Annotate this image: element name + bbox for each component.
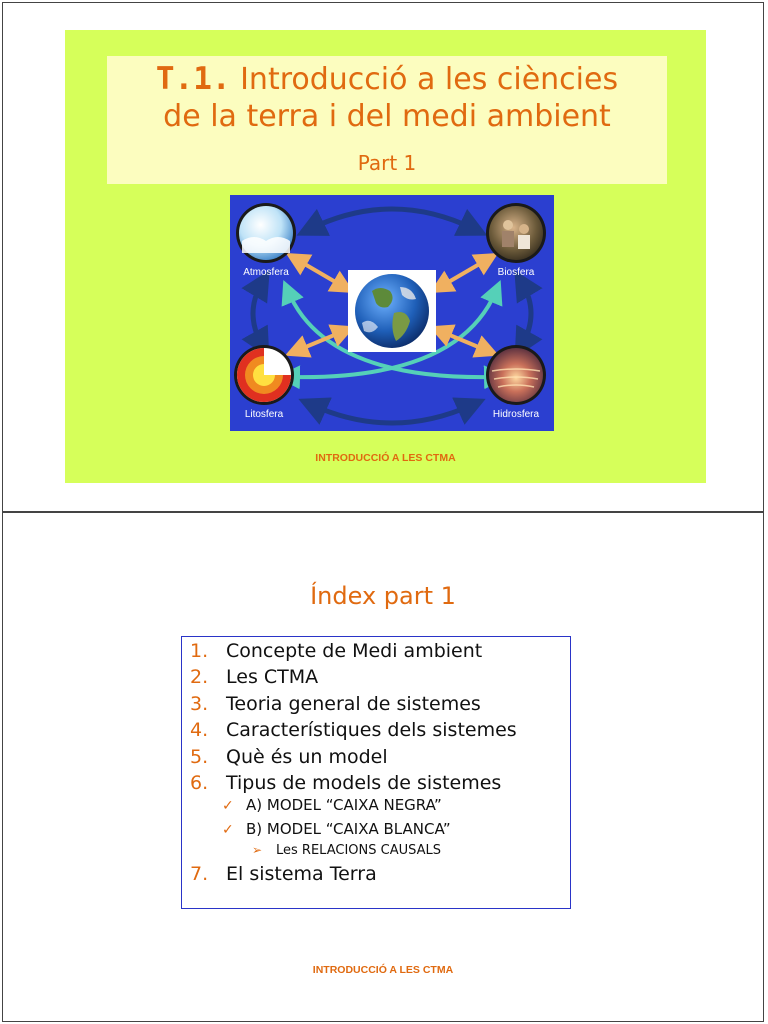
label-biosfera: Biosfera [497,267,535,278]
index-number: 5. [190,746,209,768]
index-box [181,636,571,909]
label-litosfera: Litosfera [244,409,284,420]
subitem-label: B) MODEL “CAIXA BLANCA” [246,820,451,838]
arrow-bullet-icon: ➢ [252,843,263,857]
index-item-6 [190,771,501,795]
index-number: 1. [190,640,209,662]
title-box [107,56,667,184]
index-item-4 [190,718,517,742]
index-number: 7. [190,863,209,885]
page-1 [2,2,764,512]
index-number: 4. [190,719,209,741]
hidrosfera-icon [486,345,546,405]
title-line-1 [107,60,667,99]
check-icon: ✓ [222,822,234,838]
index-title: Índex part 1 [310,582,456,610]
subitem-label: A) MODEL “CAIXA NEGRA” [246,796,442,814]
label-atmosfera: Atmosfera [243,267,289,278]
index-number: 2. [190,666,209,688]
index-label: El sistema Terra [226,863,377,885]
index-item-7 [190,862,377,886]
index-number: 6. [190,772,209,794]
page-2 [2,512,764,1022]
index-label: Concepte de Medi ambient [226,640,483,662]
atmosfera-icon [236,203,296,263]
index-label: Les CTMA [226,666,319,688]
diagram-svg [230,195,554,431]
earth-systems-diagram [230,195,554,431]
slide-1-footer: INTRODUCCIÓ A LES CTMA [315,452,456,464]
index-label: Característiques dels sistemes [226,719,517,741]
index-label: Què és un model [226,746,388,768]
earth-icon [355,274,429,348]
check-icon: ✓ [222,798,234,814]
title-code: T.1. [155,61,231,97]
subsubitem-label: Les RELACIONS CAUSALS [276,843,441,858]
index-subitem-a [222,795,442,816]
title-text-1: Introducció a les ciències [230,62,619,97]
index-item-3 [190,692,481,716]
index-label: Teoria general de sistemes [226,693,481,715]
index-label: Tipus de models de sistemes [226,772,502,794]
label-hidrosfera: Hidrosfera [492,409,540,420]
index-number: 3. [190,693,209,715]
index-item-1 [190,639,482,663]
litosfera-icon [234,345,294,405]
slide-title [65,30,706,483]
slide-2-footer: INTRODUCCIÓ A LES CTMA [312,964,454,976]
index-item-2 [190,665,318,689]
index-item-5 [190,745,388,769]
title-line-2: de la terra i del medi ambient [163,99,611,134]
index-subsubitem [252,841,441,860]
index-subitem-b [222,819,451,840]
subtitle: Part 1 [357,151,417,175]
biosfera-icon [486,203,546,263]
